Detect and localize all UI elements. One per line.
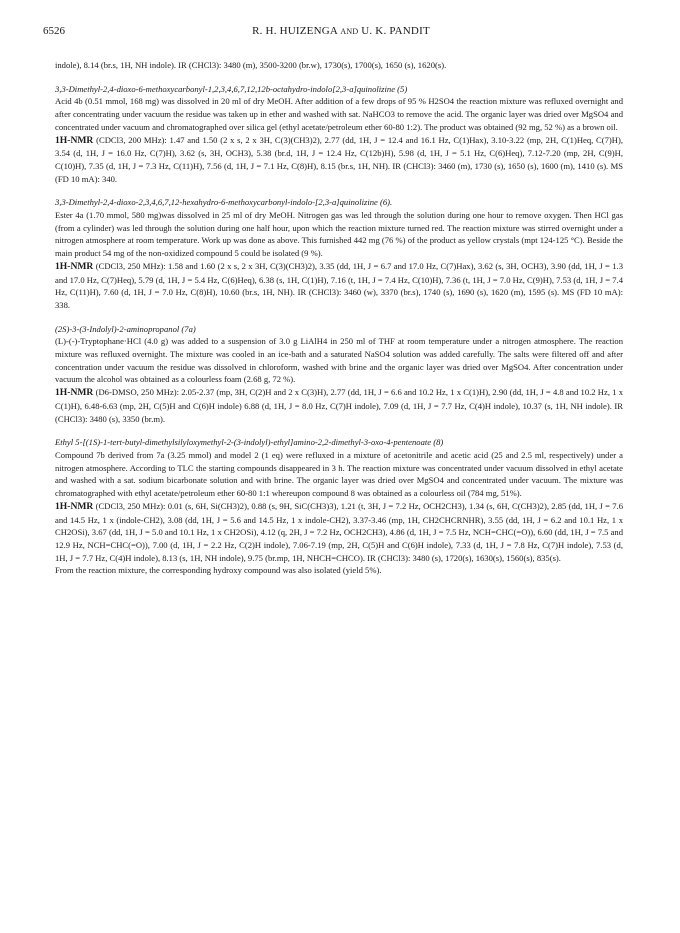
compound-5-nmr (55, 134, 623, 186)
compound-5-title: 3,3-Dimethyl-2,4-dioxo-6-methoxycarbonyl-1,2,3,4,6,7,12,12b-octahydro-indolo[2,3-a]quinolizine (5) (55, 83, 408, 94)
compound-8-nmr (55, 500, 623, 565)
compound-7a-title: (2S)-3-(3-Indolyl)-2-aminopropanol (7a) (55, 323, 196, 334)
continued-text: indole), 8.14 (br.s, 1H, NH indole). IR (CHCl3): 3480 (m), 3500-3200 (br.w), 1730(s), 1700(s), 1650 (s), 1620(s). (55, 60, 447, 70)
compound-8-nmr-data: (CDCl3, 250 MHz): 0.01 (s, 6H, Si(CH3)2), 0.88 (s, 9H, SiC(CH3)3), 1.21 (t, 3H, J = 7.2 Hz, OCH2CH3), 1.34 (s, 6H, C(CH3)2), 2.85 (dd, 1H, J = 7.6 and 14.5 Hz, 1 x (indole-CH2), 3.08 (dd, 1H, J = 5.6 and 14.5 Hz, 1 x indole-CH2), 3.37-3.46 (mp, 1H, CH2CHCRNHR), 3.55 (dd, 1H, J = 6.2 and 10.1 Hz, 1 x CH2OSi), 3.67 (dd, 1H, J = 5.0 and 10.1 Hz, 1 x CH2OSi), 4.12 (q, 2H, J = 7.2 Hz, OCH2CH3), 4.86 (d, 1H, J = 7.5 Hz, NCH=CHC(=O)), 6.60 (dd, 1H, J = 7.5 and 12.9 Hz, NCH=CHC(=O)), 7.00 (d, 1H, J = 2.2 Hz, C(2)H indole), 7.06-7.19 (mp, 2H, C(5)H and C(6)H indole), 7.33 (d, 1H, J = 7.8 Hz, C(7)H indole), 7.53 (d, 1H, J = 7.7 Hz, C(4)H indole), 8.13 (s, 1H, NH indole), 9.75 (br.mp, 1H, NHCH=CHCO). IR (CHCl3): 3480 (s), 1720(s), 1630(s), 1560(s), 835(s). (55, 500, 623, 563)
compound-8-procedure: Compound 7b derived from 7a (3.25 mmol) and model 2 (1 eq) were refluxed in a mixture of acetonitrile and acetic acid (25 and 2.5 ml, respectively) under a nitrogen atmosphere. According to TLC the starting compounds disappeared in 3 h. The reaction mixture was concentrated under vacuum dissolved in ethyl acetate and washed with a sat. sodium bicarbonate solution and with brine. The organic layer was dried over MgSO4 and concentrated under vacuum. The mixture was chromatographed with ethyl acetate/petroleum ether 60-80 1:1 whereupon compound 8 was obtained as a colourless oil (784 mg, 51%). (55, 449, 623, 499)
compound-6-procedure: Ester 4a (1.70 mmol, 580 mg)was dissolved in 25 ml of dry MeOH. Nitrogen gas was led through the solution during one hour to remove oxygen. Then HCl gas (from a cylinder) was led through the solution during one half hour, upon which the reaction mixture turned red. The reaction mixture was stirred overnight under a nitrogen atmosphere at room temperature. Work up was done as above. This furnished 442 mg (76 %) of the product as yellow crystals (mpt 124-125 °C). Beside the main product 54 mg of the non-oxidized compound 5 could be isolated (9 %). (55, 210, 623, 259)
compound-6-nmr-data: (CDCl3, 250 MHz): 1.58 and 1.60 (2 x s, 2 x 3H, C(3)(CH3)2), 3.35 (dd, 1H, J = 6.7 and 17.0 Hz, C(7)Hax), 3.62 (s, 3H, OCH3), 3.90 (dd, 1H, J = 1.3 and 17.0 Hz, C(7)Heq), 5.79 (d, 1H, J = 5.4 Hz, C(6)Heq), 6.38 (s, 1H, C(1)H), 7.16 (t, 1H, J = 7.4 Hz, C(10)H), 7.36 (t, 1H, J = 7.0 Hz, C(9)H), 7.53 (d, 1H, J = 7.4 Hz, C(11)H), 7.60 (d, 1H, J = 7.0 Hz, C(8)H), 10.60 (br.s, 1H, NH). IR (CHCl3): 3460 (w), 3370 (br.s), 1740 (s), 1690 (s), 1620 (m), 1595 (s). MS (FD 10 mA): 338. (55, 260, 623, 310)
compound-5-procedure: Acid 4b (0.51 mmol, 168 mg) was dissolved in 20 ml of dry MeOH. After addition of a few drops of 95 % H2SO4 the reaction mixture was refluxed overnight and after concentrating under vacuum the residue was taken up in ether and washed with sat. NaHCO3 to remove the acid. The organic layer was dried over MgSO4 and concentrated under vacuum and chromatographed over silica gel (ethyl acetate/petroleum ether 60-80 1:2). The product was obtained (92 mg, 52 %) as a brown oil. (55, 96, 623, 132)
nmr-label: 1H-NMR (55, 500, 94, 512)
nmr-label: 1H-NMR (55, 260, 94, 272)
compound-8-footnote: From the reaction mixture, the corresponding hydroxy compound was also isolated (yield 5%). (55, 565, 382, 576)
page-number: 6526 (43, 25, 65, 37)
experimental-section (55, 59, 623, 577)
compound-6-nmr (55, 260, 623, 312)
compound-7a-nmr-data: (D6-DMSO, 250 MHz): 2.05-2.37 (mp, 3H, C(2)H and 2 x C(3)H), 2.77 (dd, 1H, J = 6.6 and 10.2 Hz, 1 x C(1)H), 2.90 (dd, 1H, J = 4.8 and 10.2 Hz, 1 x C(1)H), 6.48-6.63 (mp, 2H, C(5)H and C(6)H indole) 6.88 (d, 1H, J = 8.0 Hz, C(7)H indole), 7.09 (d, 1H, J = 7.7 Hz, C(4)H indole), 10.37 (s, 1H, NH indole). IR (CHCl3): 3480 (s), 3350 (br.m). (55, 387, 623, 424)
compound-8-title: Ethyl 5-[(1S)-1-tert-butyl-dimethylsilyloxymethyl-2-(3-indolyl)-ethyl]amino-2,2-dimethyl-3-oxo-4-pentenoate (8) (55, 437, 444, 448)
compound-7a-nmr (55, 386, 623, 425)
compound-6-title: 3,3-Dimethyl-2,4-dioxo-2,3,4,6,7,12-hexahydro-6-methoxycarbonyl-indolo-[2,3-a]quinolizine (6). (55, 197, 393, 208)
compound-7a-procedure: (L)-(-)-Tryptophane·HCl (4.0 g) was added to a suspension of 3.0 g LiAlH4 in 250 ml of THF at room temperature under a nitrogen atmosphere. The reaction mixture was refluxed overnight. The mixture was cooled in an ice-bath and a saturated NaSO4 solution was added carefully. The salts were filtered off and after concentration under vacuum the residue was dissolved in chloroform, washed with brine and the organic layer was dried over MgSO4. After concentration under vacuum the alcohol was obtained as a colourless foam (2.68 g, 72 %). (55, 336, 623, 385)
nmr-label: 1H-NMR (55, 387, 94, 399)
compound-5-nmr-data: (CDCl3, 200 MHz): 1.47 and 1.50 (2 x s, 2 x 3H, C(3)(CH3)2), 2.77 (dd, 1H, J = 12.4 and 16.1 Hz, C(1)Hax), 3.10-3.22 (mp, 2H, C(1)Heq, C(7)H), 3.54 (d, 1H, J = 16.0 Hz, C(7)H), 3.62 (s, 3H, OCH3), 5.38 (br.d, 1H, J = 12.4 Hz, C(12b)H), 5.98 (d, 1H, J = 5.1 Hz, C(6)Heq), 7.12-7.20 (mp, 2H, C(9)H, C(10)H), 7.35 (d, 1H, J = 7.3 Hz, C(11)H), 7.56 (d, 1H, J = 7.1 Hz, C(8)H), 8.15 (br.s, 1H, NH). IR (CHCl3): 3460 (m), 1730 (s), 1650 (s), 1600 (m), 1410 (s). MS (FD 10 mA): 340. (55, 134, 623, 184)
page-header (43, 24, 639, 38)
nmr-label: 1H-NMR (55, 134, 94, 146)
running-head: R. H. HUIZENGA and U. K. PANDIT (252, 25, 430, 37)
